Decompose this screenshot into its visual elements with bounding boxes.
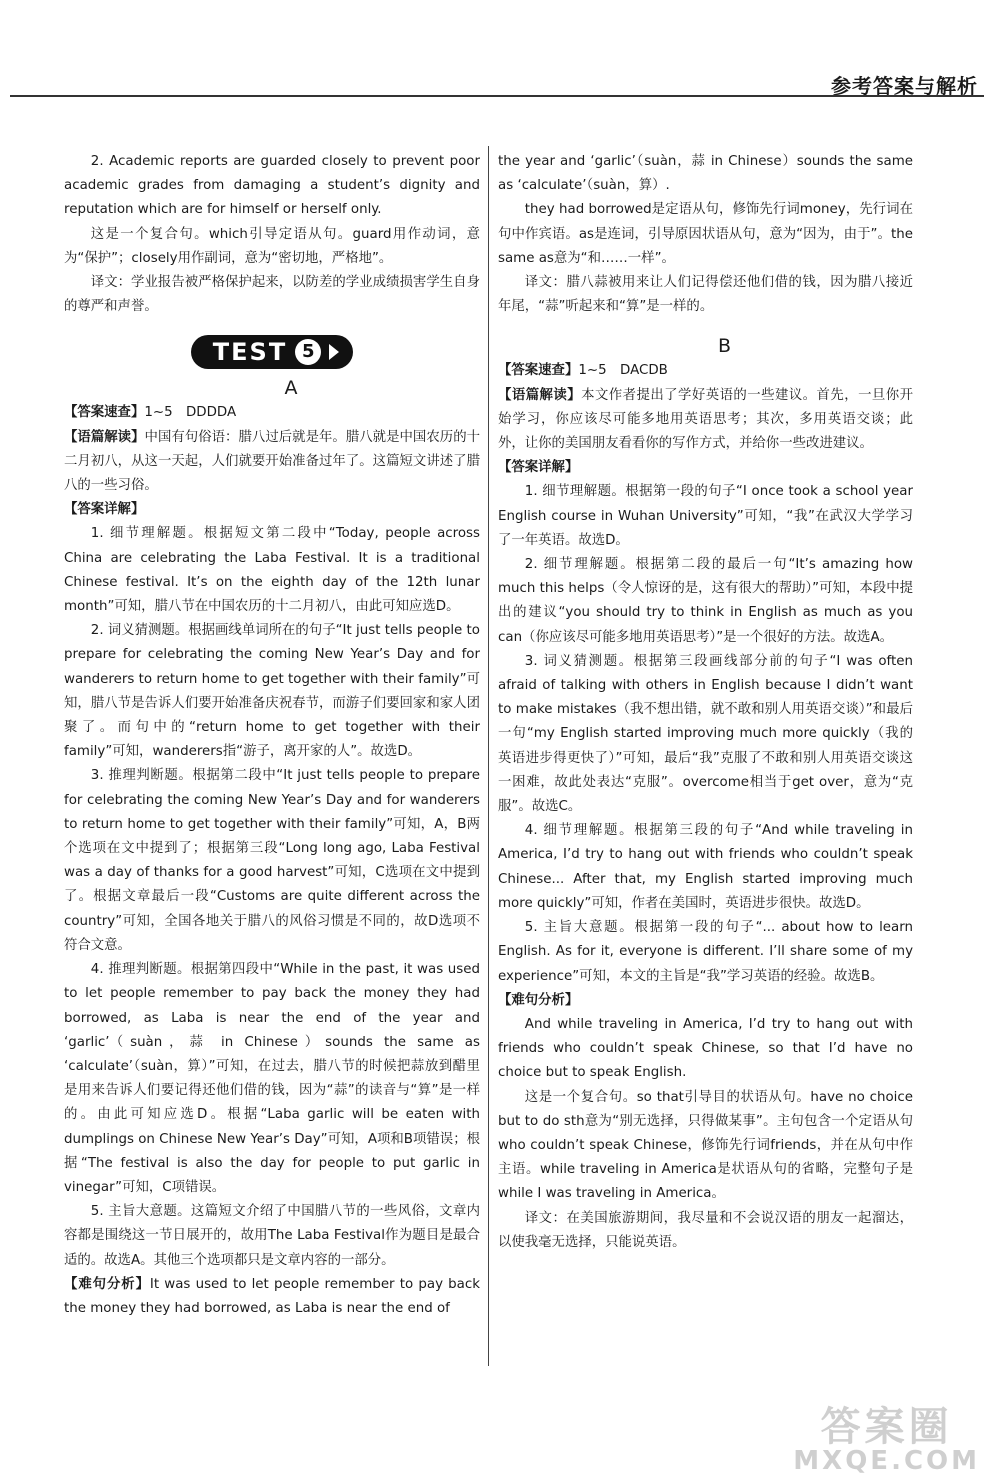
reading-line-a xyxy=(64,426,480,499)
reading-tag-b: 【语篇解读】 xyxy=(498,387,582,403)
section-a-heading: A xyxy=(284,377,298,400)
section-b-heading: B xyxy=(717,335,732,358)
left-column xyxy=(64,150,480,1321)
reading-line-b xyxy=(498,384,913,457)
answer-line-b xyxy=(498,359,913,383)
answer-tag-b: 【答案速查】 xyxy=(498,363,579,379)
hard-sentence-tag: 【难句分析】 xyxy=(64,1276,150,1292)
question-explanation-b1: 1. 细节理解题。根据第一段的句子“I once took a school year English course in Wuhan University”可知，“我”在武汉大学学习了一年英语。故选D。 xyxy=(498,484,913,548)
test-number: 5 xyxy=(295,339,321,365)
grammar-explanation: 这是一个复合句。which引导定语从句。guard用作动词，意为“保护”；closely用作副词，意为“密切地，严格地”。 xyxy=(64,226,480,266)
right-column xyxy=(498,150,913,1255)
reading-summary: 中国有句俗语：腊八过后就是年。腊八就是中国农历的十二月初八，从这一天起，人们就要开始准备过年了。这篇短文讲述了腊八的一些习俗。 xyxy=(64,429,481,494)
watermark xyxy=(793,1395,980,1476)
test-label: TEST xyxy=(212,338,288,367)
test-badge-body xyxy=(191,335,353,369)
reading-tag: 【语篇解读】 xyxy=(64,429,145,445)
detail-heading-a xyxy=(64,498,480,522)
hard-sentence-analysis-b: 这是一个复合句。so that引导目的状语从句。have no choice but to do sth意为“别无选择，只得做某事”。主句包含一个定语从句who couldn’t speak Chinese，修饰先行词friends，并在从句中作主语。while traveling in America是状语从句的省略，完整句子是while I was traveling in America。 xyxy=(498,1089,913,1202)
hard-sentence-continued: the year and ‘garlic’（suàn，蒜 in Chinese）sounds the same as ‘calculate’（suàn，算）. xyxy=(498,154,913,194)
hard-sentence-tag-b: 【难句分析】 xyxy=(498,992,579,1008)
question-explanation-5: 5. 主旨大意题。这篇短文介绍了中国腊八节的一些风俗，文章内容都是围绕这一节日展开的，故用The Laba Festival作为题目是最合适的。故选A。其他三个选项都只是文章内容的一部分。 xyxy=(64,1204,480,1268)
sentence-example: 2. Academic reports are guarded closely to prevent poor academic grades from damaging a student’s dignity and reputation which are for himself or herself only. xyxy=(64,154,480,218)
translation: 译文：学业报告被严格保护起来，以防差的学业成绩损害学生自身的尊严和声誉。 xyxy=(64,275,480,315)
detail-heading-b xyxy=(498,456,913,480)
page-header-title: 参考答案与解析 xyxy=(831,74,978,98)
hard-sentence-heading-b xyxy=(498,989,913,1013)
question-explanation-3: 3. 推理判断题。根据第二段中“It just tells people to prepare for celebrating the coming New Year’s Day and for wanderers to return home to get together with their family”可知，A，B两个选项在文中提到了；根据第三段“Long long ago, Laba Festival was a day of thanks for a good harvest”可知，C选项在文中提到了。根据文章最后一段“Customs are quite different across the country”可知，全国各地关于腊八的风俗习惯是不同的，故D选项不符合文意。 xyxy=(64,768,480,953)
hard-sentence-b: And while traveling in America, I’d try to hang out with friends who couldn’t speak Chinese, so that I’d have no choice but to speak English. xyxy=(498,1016,913,1081)
hard-sentence-translation-b: 译文：在美国旅游期间，我尽量和不会说汉语的朋友一起溜达，以使我毫无选择，只能说英语。 xyxy=(498,1210,913,1250)
question-explanation-b4: 4. 细节理解题。根据第三段的句子“And while traveling in America, I’d try to hang out with friends who couldn’t speak Chinese... After that, my English started improving much more quickly”可知，作者在美国时，英语进步很快。故选D。 xyxy=(498,823,913,911)
arrow-right-icon xyxy=(329,344,339,360)
answer-tag: 【答案速查】 xyxy=(64,405,145,421)
watermark-main: 答案圈 xyxy=(820,1404,953,1450)
answer-keys: 1~5 DDDDA xyxy=(144,405,237,421)
column-divider xyxy=(488,146,489,1366)
question-explanation-b5: 5. 主旨大意题。根据第一段的句子“... about how to learn English. As for it, everyone is different. I’ll share some of my experience”可知，本文的主旨是“我”学习英语的经验。故选B。 xyxy=(498,920,913,984)
detail-tag-b: 【答案详解】 xyxy=(498,460,579,476)
grammar-explanation-right: they had borrowed是定语从句，修饰先行词money，先行词在句中作宾语。as是连词，引导原因状语从句，意为“因为，由于”。the same as意为“和……一样”。 xyxy=(498,202,913,266)
header-rule xyxy=(10,95,984,97)
answer-line-a xyxy=(64,401,480,425)
test-badge xyxy=(64,331,480,373)
watermark-sub: MXQE.COM xyxy=(793,1446,980,1476)
question-explanation-2: 2. 词义猜测题。根据画线单词所在的句子“It just tells people to prepare for celebrating the coming New Year’s Day and for wanderers to return home to get together with their family”可知，腊八节是告诉人们要开始准备庆祝春节，而游子们要回家和家人团聚了。而句中的“return home to get together with their family”可知，wanderers指“游子，离开家的人”。故选D。 xyxy=(64,623,480,760)
question-explanation-b3: 3. 词义猜测题。根据第三段画线部分前的句子“I was often afraid of talking with others in English because I didn’t want to make mistakes（我不想出错，就不敢和别人用英语交谈）”和最后一句“my English started improving much more quickly（我的英语进步得更快了）”可知，最后“我”克服了不敢和别人用英语交谈这一困难，故此处表达“克服”。overcome相当于get over，意为“克服”。故选C。 xyxy=(498,653,913,815)
hard-sentence-line-a xyxy=(64,1273,480,1321)
question-explanation-4: 4. 推理判断题。根据第四段中“While in the past, it was used to let people remember to pay back the money they had borrowed, as Laba is near the end of the year and ‘garlic’（suàn，蒜 in Chinese）sounds the same as ‘calculate’（suàn，算）”可知，在过去，腊八节的时候把蒜放到醋里是用来告诉人们要记得还他们借的钱，因为“蒜”的读音与“算”是一样的。由此可知应选D。根据“Laba garlic will be eaten with dumplings on Chinese New Year’s Day”可知，A项和B项错误；根据“The festival is also the day for people to put garlic in vinegar”可知，C项错误。 xyxy=(64,962,480,1195)
reading-summary-b: 本文作者提出了学好英语的一些建议。首先，一旦你开始学习，你应该尽可能多地用英语思考；其次，多用英语交谈；此外，让你的美国朋友看看你的写作方式，并给你一些改进建议。 xyxy=(498,387,914,452)
question-explanation-b2: 2. 细节理解题。根据第二段的最后一句“It’s amazing how much this helps（令人惊讶的是，这有很大的帮助）”可知，本段中提出的建议“you should try to think in English as much as you can（你应该尽可能多地用英语思考）”是一个很好的方法。故选A。 xyxy=(498,557,914,645)
question-explanation-1: 1. 细节理解题。根据短文第二段中“Today, people across China are celebrating the Laba Festival. It is a traditional Chinese festival. It’s on the eighth day of the 12th lunar month”可知，腊八节在中国农历的十二月初八，由此可知应选D。 xyxy=(64,526,480,615)
detail-tag: 【答案详解】 xyxy=(64,502,145,518)
translation-right: 译文：腊八蒜被用来让人们记得偿还他们借的钱，因为腊八接近年尾，“蒜”听起来和“算”是一样的。 xyxy=(498,275,913,315)
hard-sentence-start: It was used to let people remember to pay back the money they had borrowed, as Laba is near the end of xyxy=(64,1276,480,1316)
answer-keys-b: 1~5 DACDB xyxy=(578,363,668,379)
